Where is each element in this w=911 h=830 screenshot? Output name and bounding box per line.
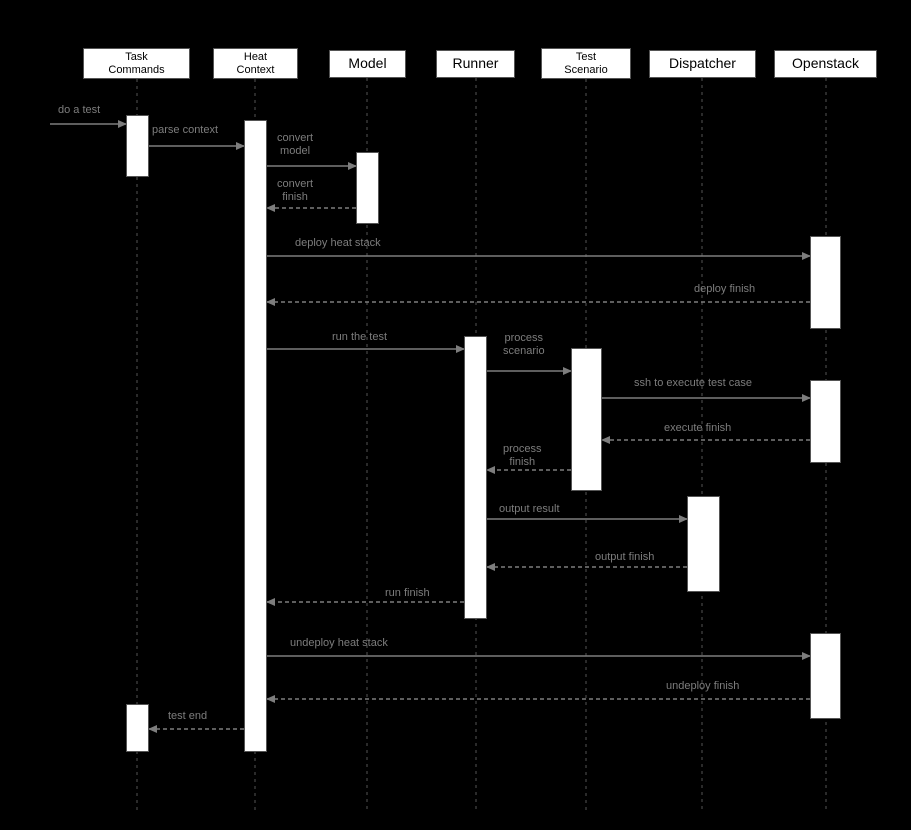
- activation-act-openstack-ssh: [810, 380, 841, 463]
- message-label-m10: execute finish: [664, 422, 732, 434]
- message-label-m5: deploy heat stack: [295, 237, 381, 249]
- message-label-m6: deploy finish: [694, 283, 756, 295]
- actor-label-heat-context: Heat Context: [236, 51, 275, 76]
- message-label-m17: test end: [168, 710, 208, 722]
- message-label-m12: output result: [499, 503, 560, 515]
- actor-box-dispatcher[interactable]: [649, 50, 756, 78]
- actor-box-heat-context[interactable]: [213, 48, 298, 79]
- activation-act-openstack-undeploy: [810, 633, 841, 719]
- actor-label-test-scenario: Test Scenario: [564, 51, 608, 76]
- actor-box-task-commands[interactable]: [83, 48, 190, 79]
- activation-act-task-2: [126, 704, 149, 752]
- message-label-m3: convert model: [277, 132, 314, 157]
- message-label-m14: run finish: [385, 587, 430, 599]
- message-label-m7: run the test: [332, 331, 388, 343]
- activation-act-dispatcher-1: [687, 496, 720, 592]
- message-label-m9: ssh to execute test case: [634, 377, 753, 389]
- activation-act-heat-1: [244, 120, 267, 752]
- activation-act-model-1: [356, 152, 379, 224]
- message-label-m11: process finish: [503, 443, 542, 468]
- actor-box-test-scenario[interactable]: [541, 48, 631, 79]
- message-label-m1: do a test: [58, 104, 101, 116]
- actor-label-openstack: Openstack: [792, 55, 859, 72]
- actor-box-runner[interactable]: [436, 50, 515, 78]
- activation-act-openstack-deploy: [810, 236, 841, 329]
- message-label-m4: convert finish: [277, 178, 314, 203]
- actor-label-runner: Runner: [452, 55, 499, 72]
- message-label-m13: output finish: [595, 551, 655, 563]
- message-label-m16: undeploy finish: [666, 680, 740, 692]
- actor-label-model: Model: [348, 55, 387, 72]
- message-label-m2: parse context: [152, 124, 219, 136]
- actor-label-dispatcher: Dispatcher: [669, 55, 736, 72]
- message-label-m8: process scenario: [503, 332, 545, 357]
- actor-box-openstack[interactable]: [774, 50, 877, 78]
- message-label-m15: undeploy heat stack: [290, 637, 388, 649]
- actor-box-model[interactable]: [329, 50, 406, 78]
- activation-act-scenario-1: [571, 348, 602, 491]
- activation-act-task-1: [126, 115, 149, 177]
- activation-act-runner-1: [464, 336, 487, 619]
- actor-label-task-commands: Task Commands: [108, 51, 165, 76]
